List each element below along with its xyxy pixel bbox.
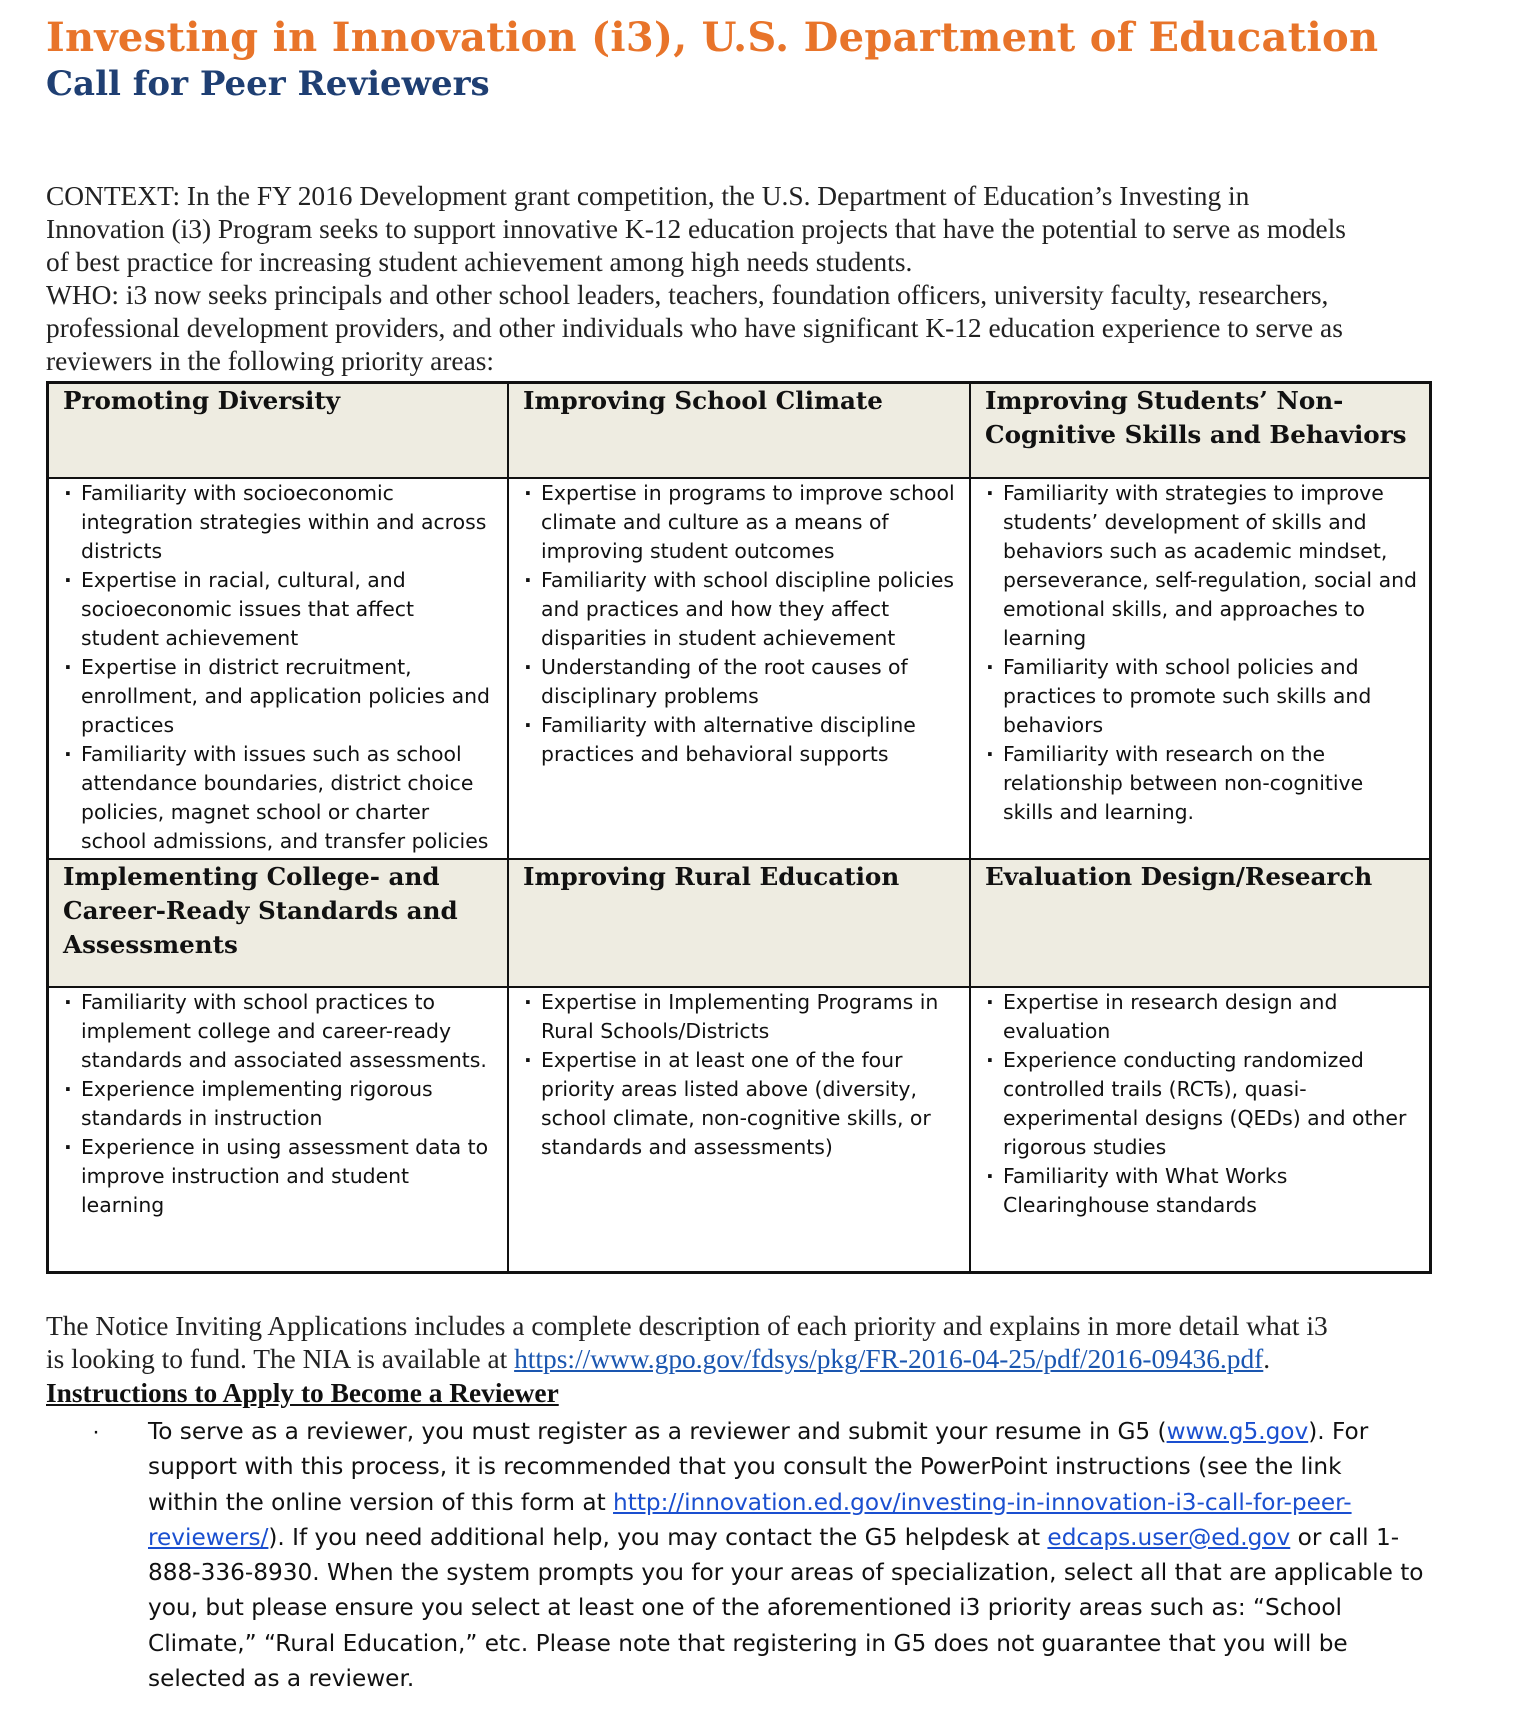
helpdesk-email-link[interactable]: edcaps.user@ed.gov — [1047, 1523, 1291, 1551]
instr-line: support with this process, it is recommended that you consult the PowerPoint instructions (see the link — [148, 1453, 1342, 1481]
bullet-line: Familiarity with strategies to improve — [1003, 481, 1384, 505]
bullet-list — [985, 479, 1423, 827]
bullet-line: districts — [81, 539, 163, 563]
bullet-line: practices and behavioral supports — [541, 742, 889, 766]
bullet-line: skills and learning. — [1003, 800, 1195, 824]
heading-line: Career-Ready Standards and — [63, 896, 458, 925]
bullet-line: student achievement — [81, 626, 299, 650]
innovation-link-cont[interactable]: reviewers/ — [148, 1523, 269, 1551]
bullet-line: Experience conducting randomized — [1003, 1048, 1364, 1072]
priority-heading — [971, 384, 1429, 479]
instr-text: ). For — [1308, 1418, 1369, 1445]
heading-line: Promoting Diversity — [63, 386, 341, 415]
bullet-line: students’ development of skills and — [1003, 510, 1367, 534]
instr-line: 888-336-8930. When the system prompts you for your areas of specialization, select all that are applicable to — [148, 1559, 1424, 1587]
nia-paragraph — [46, 1310, 1466, 1376]
instr-line — [148, 1485, 1478, 1520]
intro-line: of best practice for increasing student achievement among high needs students. — [46, 247, 913, 277]
bullet-line: Expertise in research design and — [1003, 990, 1338, 1014]
bullet-line: Understanding of the root causes of — [541, 655, 908, 679]
bullet-list — [985, 988, 1423, 1220]
nia-text: . — [1263, 1344, 1271, 1374]
bullet-line: controlled trails (RCTs), quasi- — [1003, 1077, 1307, 1101]
priority-body — [49, 988, 509, 1271]
bullet-line: practices — [81, 713, 175, 737]
instr-line: Climate,” “Rural Education,” etc. Please note that registering in G5 does not guarantee that you will be — [148, 1629, 1348, 1657]
bullet-line: relationship between non-cognitive — [1003, 771, 1364, 795]
g5-link[interactable]: www.g5.gov — [1166, 1418, 1309, 1445]
instructions-text — [148, 1414, 1478, 1696]
bullet-line: school admissions, and transfer policies — [81, 829, 489, 853]
bullet-line: Expertise in at least one of the four — [541, 1048, 903, 1072]
bullet-line: Expertise in racial, cultural, and — [81, 568, 406, 592]
heading-line: Implementing College- and — [63, 862, 440, 891]
bullet-line: learning — [1003, 626, 1087, 650]
bullet-line: learning — [81, 1193, 165, 1217]
innovation-link[interactable]: http://innovation.ed.gov/investing-in-innovation-i3-call-for-peer- — [613, 1488, 1352, 1516]
bullet-line: implement college and career-ready — [81, 1019, 452, 1043]
priority-body — [49, 479, 509, 860]
bullet-item — [985, 1162, 1423, 1220]
priority-heading — [49, 860, 509, 988]
bullet-line: Familiarity with socioeconomic — [81, 481, 394, 505]
bullet-line: integration strategies within and across — [81, 510, 487, 534]
heading-line: Assessments — [63, 930, 238, 959]
page-subtitle: Call for Peer Reviewers — [46, 64, 490, 104]
priority-body — [971, 479, 1429, 860]
bullet-line: disciplinary problems — [541, 684, 759, 708]
bullet-item — [63, 566, 501, 653]
heading-line: Improving Rural Education — [523, 862, 900, 891]
bullet-dot-icon: · — [92, 1418, 100, 1445]
intro-text — [46, 180, 1446, 378]
bullet-line: Experience in using assessment data to — [81, 1135, 489, 1159]
priority-heading — [509, 384, 971, 479]
bullet-line: disparities in student achievement — [541, 626, 896, 650]
priority-heading — [49, 384, 509, 479]
bullet-item — [985, 653, 1423, 740]
priority-body — [509, 988, 971, 1271]
bullet-line: rigorous studies — [1003, 1135, 1167, 1159]
bullet-line: Expertise in district recruitment, — [81, 655, 412, 679]
bullet-line: priority areas listed above (diversity, — [541, 1077, 917, 1101]
intro-line: Innovation (i3) Program seeks to support innovative K-12 education projects that have the potential to serve as models — [46, 214, 1346, 244]
bullet-line: Clearinghouse standards — [1003, 1193, 1257, 1217]
instr-text: ). If you need additional help, you may contact the G5 helpdesk at — [268, 1523, 1048, 1551]
instructions-heading: Instructions to Apply to Become a Reviewer — [46, 1378, 559, 1408]
instr-text: or call 1- — [1290, 1523, 1400, 1551]
intro-line: WHO: i3 now seeks principals and other school leaders, teachers, foundation officers, university faculty, researchers, — [46, 280, 1329, 310]
bullet-line: policies, magnet school or charter — [81, 800, 430, 824]
nia-text: is looking to fund. The NIA is available at — [46, 1344, 515, 1374]
priority-heading — [509, 860, 971, 988]
bullet-item — [63, 653, 501, 740]
bullet-item — [985, 740, 1423, 827]
bullet-item — [63, 740, 501, 856]
instr-line — [148, 1414, 1478, 1449]
bullet-line: school climate, non-cognitive skills, or — [541, 1106, 931, 1130]
heading-line: Improving Students’ Non- — [985, 386, 1344, 415]
nia-line: The Notice Inviting Applications includes a complete description of each priority and explains in more detail what i3 — [46, 1311, 1328, 1341]
bullet-list — [523, 988, 963, 1162]
bullet-line: standards in instruction — [81, 1106, 323, 1130]
page-title: Investing in Innovation (i3), U.S. Department of Education — [46, 14, 1379, 61]
bullet-line: evaluation — [1003, 1019, 1111, 1043]
priority-areas-table — [46, 381, 1432, 1274]
bullet-line: practices to promote such skills and — [1003, 684, 1372, 708]
bullet-line: Rural Schools/Districts — [541, 1019, 770, 1043]
bullet-line: socioeconomic issues that affect — [81, 597, 414, 621]
instr-line — [148, 1520, 1478, 1555]
bullet-line: Expertise in programs to improve school — [541, 481, 955, 505]
heading-line: Cognitive Skills and Behaviors — [985, 420, 1407, 449]
nia-link[interactable]: https://www.gpo.gov/fdsys/pkg/FR-2016-04-25/pdf/2016-09436.pdf — [514, 1344, 1264, 1374]
intro-line: professional development providers, and other individuals who have significant K-12 education experience to serve as — [46, 313, 1343, 343]
bullet-item — [523, 988, 963, 1046]
bullet-line: Familiarity with school discipline policies — [541, 568, 955, 592]
intro-line: CONTEXT: In the FY 2016 Development grant competition, the U.S. Department of Education’s Investing in — [46, 181, 1250, 211]
bullet-line: improving student outcomes — [541, 539, 835, 563]
instr-text: within the online version of this form at — [148, 1488, 614, 1516]
bullet-item — [63, 988, 501, 1075]
bullet-list — [63, 988, 501, 1220]
intro-line: reviewers in the following priority areas: — [46, 346, 495, 376]
instr-text: To serve as a reviewer, you must register as a reviewer and submit your resume in G5 ( — [148, 1418, 1167, 1445]
bullet-item — [985, 1046, 1423, 1162]
heading-line: Evaluation Design/Research — [985, 862, 1373, 891]
bullet-line: improve instruction and student — [81, 1164, 410, 1188]
bullet-line: Expertise in Implementing Programs in — [541, 990, 939, 1014]
bullet-item — [523, 479, 963, 566]
bullet-line: Familiarity with research on the — [1003, 742, 1326, 766]
bullet-line: standards and associated assessments. — [81, 1048, 487, 1072]
bullet-line: Familiarity with issues such as school — [81, 742, 462, 766]
bullet-item — [63, 1075, 501, 1133]
bullet-item — [985, 988, 1423, 1046]
bullet-item — [985, 479, 1423, 653]
bullet-line: and practices and how they affect — [541, 597, 890, 621]
bullet-line: enrollment, and application policies and — [81, 684, 490, 708]
heading-line: Improving School Climate — [523, 386, 883, 415]
bullet-item — [523, 653, 963, 711]
bullet-line: Familiarity with What Works — [1003, 1164, 1288, 1188]
bullet-item — [523, 1046, 963, 1162]
bullet-line: attendance boundaries, district choice — [81, 771, 474, 795]
bullet-line: climate and culture as a means of — [541, 510, 889, 534]
bullet-item — [523, 711, 963, 769]
bullet-line: Familiarity with alternative discipline — [541, 713, 916, 737]
bullet-line: Experience implementing rigorous — [81, 1077, 433, 1101]
bullet-line: experimental designs (QEDs) and other — [1003, 1106, 1407, 1130]
bullet-line: behaviors such as academic mindset, — [1003, 539, 1388, 563]
bullet-item — [63, 1133, 501, 1220]
bullet-line: perseverance, self-regulation, social and — [1003, 568, 1417, 592]
instr-line: selected as a reviewer. — [148, 1665, 415, 1693]
bullet-line: standards and assessments) — [541, 1135, 833, 1159]
bullet-line: Familiarity with school policies and — [1003, 655, 1359, 679]
instr-line: you, but please ensure you select at least one of the aforementioned i3 priority areas such as: “School — [148, 1594, 1342, 1622]
priority-body — [509, 479, 971, 860]
bullet-line: behaviors — [1003, 713, 1104, 737]
bullet-line: Familiarity with school practices to — [81, 990, 435, 1014]
bullet-item — [63, 479, 501, 566]
bullet-line: emotional skills, and approaches to — [1003, 597, 1365, 621]
priority-heading — [971, 860, 1429, 988]
nia-line — [46, 1343, 1466, 1376]
bullet-list — [63, 479, 501, 856]
bullet-list — [523, 479, 963, 769]
bullet-item — [523, 566, 963, 653]
priority-body — [971, 988, 1429, 1271]
